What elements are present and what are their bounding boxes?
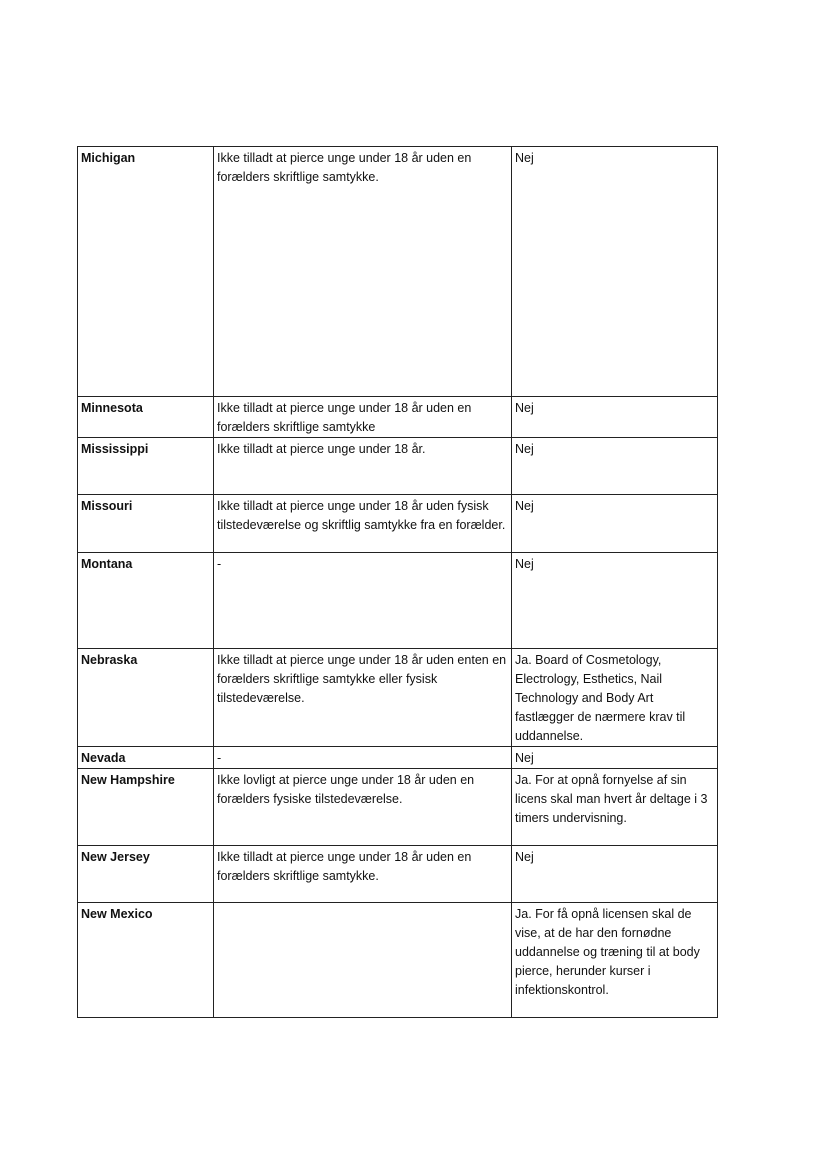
rule-cell: Ikke lovligt at pierce unge under 18 år uden en forælders fysiske tilstedeværelse. bbox=[214, 769, 512, 846]
rule-cell: - bbox=[214, 553, 512, 649]
table-row bbox=[78, 769, 718, 846]
state-cell: Nevada bbox=[78, 747, 214, 769]
rule-cell: Ikke tilladt at pierce unge under 18 år uden en forælders skriftlige samtykke. bbox=[214, 846, 512, 903]
state-cell: New Hampshire bbox=[78, 769, 214, 846]
table-row bbox=[78, 147, 718, 397]
license-cell: Ja. For få opnå licensen skal de vise, at de har den fornødne uddannelse og træning til at body pierce, herunder kurser i infektionskontrol. bbox=[512, 903, 718, 1018]
state-cell: New Mexico bbox=[78, 903, 214, 1018]
state-cell: Minnesota bbox=[78, 397, 214, 438]
state-cell: New Jersey bbox=[78, 846, 214, 903]
rule-cell: - bbox=[214, 747, 512, 769]
license-cell: Nej bbox=[512, 846, 718, 903]
state-cell: Montana bbox=[78, 553, 214, 649]
table-row bbox=[78, 495, 718, 553]
rule-cell: Ikke tilladt at pierce unge under 18 år uden en forælders skriftlige samtykke bbox=[214, 397, 512, 438]
rule-cell: Ikke tilladt at pierce unge under 18 år uden en forælders skriftlige samtykke. bbox=[214, 147, 512, 397]
regulation-table bbox=[77, 146, 718, 1018]
rule-cell: Ikke tilladt at pierce unge under 18 år uden fysisk tilstedeværelse og skriftlig samtykke fra en forælder. bbox=[214, 495, 512, 553]
state-cell: Missouri bbox=[78, 495, 214, 553]
license-cell: Ja. For at opnå fornyelse af sin licens skal man hvert år deltage i 3 timers undervisning. bbox=[512, 769, 718, 846]
license-cell: Ja. Board of Cosmetology, Electrology, Esthetics, Nail Technology and Body Art fastlægger de nærmere krav til uddannelse. bbox=[512, 649, 718, 747]
license-cell: Nej bbox=[512, 747, 718, 769]
table-row bbox=[78, 438, 718, 495]
table-row bbox=[78, 903, 718, 1018]
table-row bbox=[78, 649, 718, 747]
license-cell: Nej bbox=[512, 397, 718, 438]
state-cell: Michigan bbox=[78, 147, 214, 397]
state-cell: Mississippi bbox=[78, 438, 214, 495]
license-cell: Nej bbox=[512, 495, 718, 553]
table-row bbox=[78, 846, 718, 903]
state-cell: Nebraska bbox=[78, 649, 214, 747]
license-cell: Nej bbox=[512, 553, 718, 649]
table-row bbox=[78, 553, 718, 649]
table-row bbox=[78, 747, 718, 769]
table-row bbox=[78, 397, 718, 438]
license-cell: Nej bbox=[512, 438, 718, 495]
license-cell: Nej bbox=[512, 147, 718, 397]
rule-cell: Ikke tilladt at pierce unge under 18 år uden enten en forælders skriftlige samtykke eller fysisk tilstedeværelse. bbox=[214, 649, 512, 747]
rule-cell bbox=[214, 903, 512, 1018]
rule-cell: Ikke tilladt at pierce unge under 18 år. bbox=[214, 438, 512, 495]
